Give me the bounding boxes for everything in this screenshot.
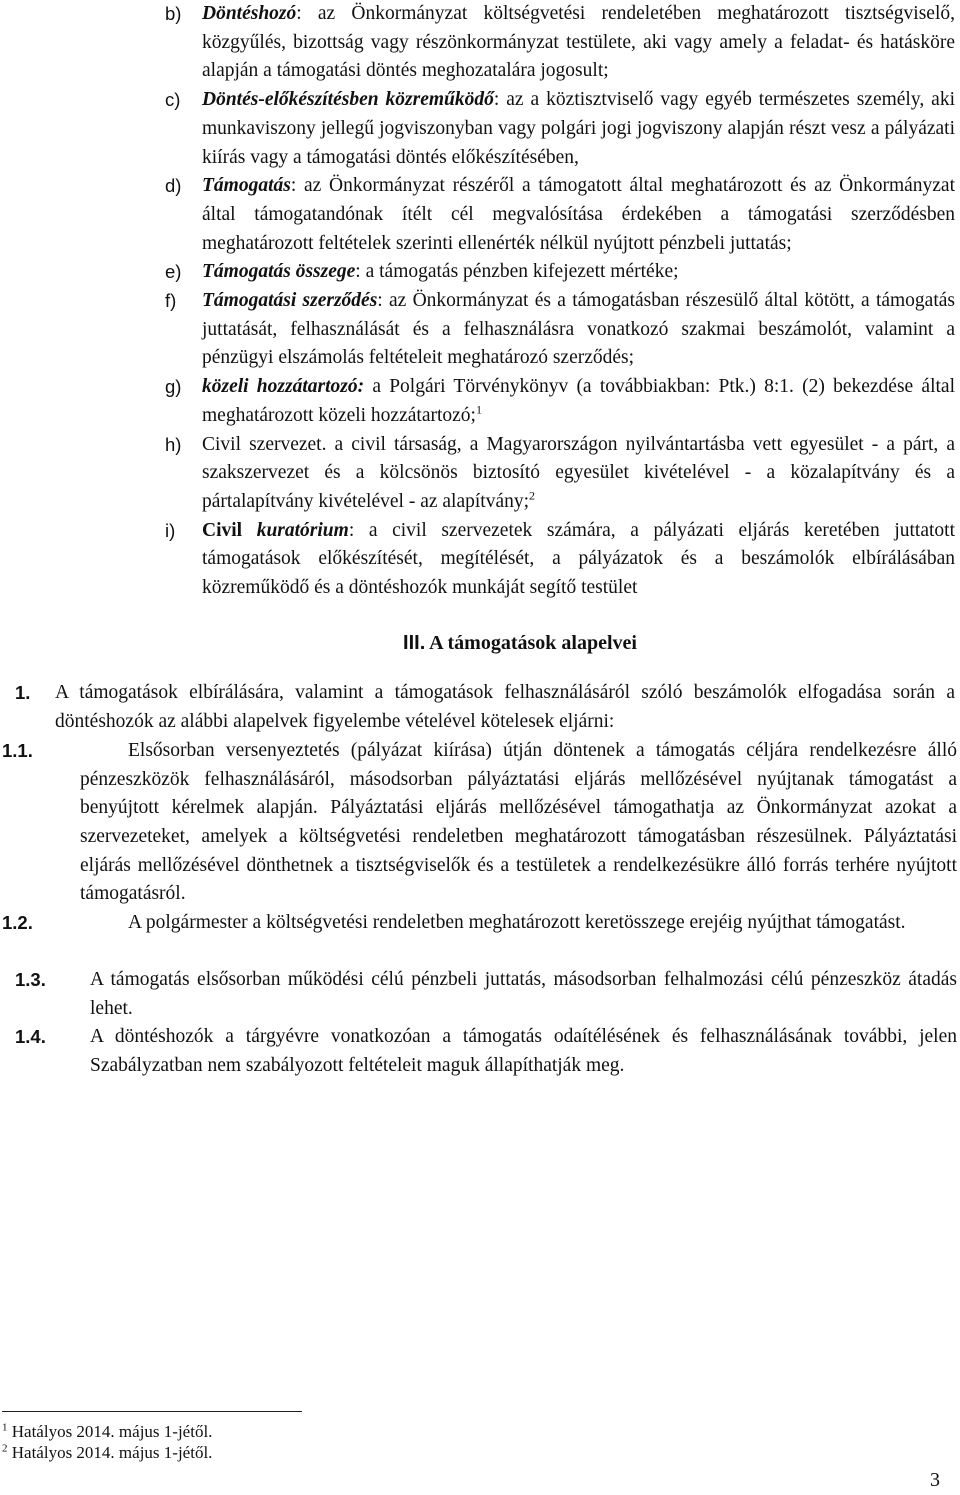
definition-text: : az Önkormányzat részéről a támogatott által meghatározott és az Önkormányzat által támogatandónak ítélt cél megvalósítása érdekében a támogatási szerződésben meghatározott feltételek szerinti ellenérték nélkül nyújtott pénzbeli juttatás; <box>202 175 955 254</box>
definition-text: : az Önkormányzat költségvetési rendeletében meghatározott tisztségviselő, közgyűlés, bizottság vagy részönkormányzat testülete, aki vagy amely a feladat- és hatásköre alapján a támogatási döntés meghozatalára jogosult; <box>202 3 955 82</box>
definition-marker: h) <box>165 433 182 455</box>
definition-body <box>202 517 955 603</box>
definition-marker: i) <box>165 519 176 541</box>
definition-body <box>202 172 955 258</box>
definition-body <box>202 0 955 86</box>
principle-body <box>80 737 957 909</box>
footnote-item <box>2 1442 212 1463</box>
definition-body <box>202 431 955 517</box>
definition-text: : az a köztisztviselő vagy egyéb természetes személy, aki munkaviszony jellegű jogviszonyban vagy polgári jogi jogviszony alapján részt vesz a pályázati kiírás vagy a támogatási döntés előkészítésében, <box>202 89 955 168</box>
definition-text: : a civil szervezetek számára, a pályázati eljárás keretében juttatott támogatások előkészítését, megítélését, a pályázatok és a beszámolók elbírálásában közreműködő és a döntéshozók munkáját segítő testület <box>202 519 955 599</box>
definition-text: : az Önkormányzat és a támogatásban részesülő által kötött, a támogatás juttatását, felhasználását és a felhasználásra vonatkozó szakmai beszámolót, valamint a pénzügyi elszámolás feltételeit meghatározó szerződés; <box>202 290 956 369</box>
section-roman-numeral: III. <box>403 631 426 654</box>
footnote-ref: 1 <box>475 402 482 417</box>
definition-term: Támogatás összege <box>202 261 356 283</box>
footnote-number: 2 <box>2 1442 8 1455</box>
definition-item-g <box>165 373 955 430</box>
definition-term: Civil <box>202 519 257 541</box>
footnote-ref: 2 <box>529 488 536 503</box>
page-number: 3 <box>930 1469 940 1491</box>
definition-marker: g) <box>165 376 182 398</box>
principle-text: A polgármester a költségvetési rendeletben meghatározott keretösszege erejéig nyújthat támogatást. <box>128 912 906 934</box>
definition-marker: d) <box>165 175 182 197</box>
definition-item-e <box>165 258 955 287</box>
principle-text: A támogatás elsősorban működési célú pénzbeli juttatás, másodsorban felhalmozási célú pénzeszköz átadás lehet. <box>90 968 957 1019</box>
definition-term: Támogatási szerződés <box>202 290 378 312</box>
definition-body <box>202 86 955 172</box>
footnotes <box>2 1421 212 1463</box>
principle-1-1 <box>2 737 957 909</box>
definition-term: Döntés-előkészítésben közreműködő <box>202 89 494 111</box>
principle-1 <box>15 679 955 736</box>
definition-item-f <box>165 287 955 373</box>
definition-term: Döntéshozó <box>202 3 297 24</box>
footnote-separator <box>2 1411 302 1412</box>
principle-text: A támogatások elbírálására, valamint a támogatások felhasználásáról szóló beszámolók elfogadása során a döntéshozók az alábbi alapelvek figyelembe vételével kötelesek eljárni: <box>55 682 955 733</box>
principle-text: A döntéshozók a tárgyévre vonatkozóan a támogatás odaítélésének és felhasználásának további, jelen Szabályzatban nem szabályozott feltételeit maguk állapíthatják meg. <box>90 1026 957 1076</box>
definition-body <box>202 373 955 430</box>
section-title: A támogatások alapelvei <box>429 631 637 654</box>
footnote-item <box>2 1421 212 1442</box>
definition-text: a civil társaság, a Magyarországon nyilvántartásba vett egyesület - a párt, a szakszervezet és a kölcsönös biztosító egyesület kivételével - a közalapítvány és a pártalapítvány kivételével - az alapítvány; <box>202 433 955 512</box>
principle-1-2 <box>2 909 957 938</box>
principle-text: Elsősorban versenyeztetés (pályázat kiírása) útján döntenek a támogatás céljára rendelkezésre álló pénzeszközök felhasználásáról, másodsorban pályáztatási eljárás mellőzésével nyújtanak támogatást a benyújtott kérelmek alapján. Pályáztatási eljárás mellőzésével támogathatja az Önkormányzat azokat a szervezeteket, amelyek a költségvetési rendeletben meghatározott támogatásban részesülnek. Pályáztatási eljárás mellőzésével dönthetnek a tisztségviselők és a testületek a rendelkezésükre álló forrás terhére nyújtott támogatásról. <box>80 739 957 905</box>
footnote-text: Hatályos 2014. május 1-jétől. <box>11 1443 213 1462</box>
definition-marker: f) <box>165 290 177 312</box>
definition-term-italic: kuratórium <box>256 519 349 541</box>
definition-marker: e) <box>165 261 182 283</box>
definition-term: Támogatás <box>202 175 291 197</box>
footnote-text: Hatályos 2014. május 1-jétől. <box>11 1422 213 1441</box>
definition-marker: c) <box>165 89 181 111</box>
definition-term: közeli hozzátartozó: <box>202 376 365 398</box>
definition-item-h <box>165 431 955 517</box>
definition-text: : a támogatás pénzben kifejezett mértéke; <box>355 261 679 283</box>
definition-body <box>202 287 955 373</box>
principle-number: 1.3. <box>15 968 46 990</box>
definition-item-c <box>165 86 955 172</box>
principle-number: 1.4. <box>15 1026 46 1048</box>
principle-number: 1.2. <box>2 912 33 934</box>
section-heading <box>0 629 960 658</box>
principle-1-3 <box>15 966 957 1023</box>
definition-text: a Polgári Törvénykönyv (a továbbiakban: Ptk.) 8:1. (2) bekezdése által meghatározott közeli hozzátartozó; <box>202 376 955 426</box>
definition-body <box>202 258 955 287</box>
definition-term: Civil szervezet. <box>202 433 327 455</box>
principle-number: 1.1. <box>2 739 33 761</box>
definition-marker: b) <box>165 3 182 24</box>
principle-number: 1. <box>15 682 31 704</box>
definition-item-d <box>165 172 955 258</box>
footnote-number: 1 <box>2 1421 8 1434</box>
definition-item-i <box>165 517 955 603</box>
principle-body <box>80 909 957 938</box>
principle-1-4 <box>15 1023 957 1080</box>
definition-item-b <box>165 0 955 86</box>
